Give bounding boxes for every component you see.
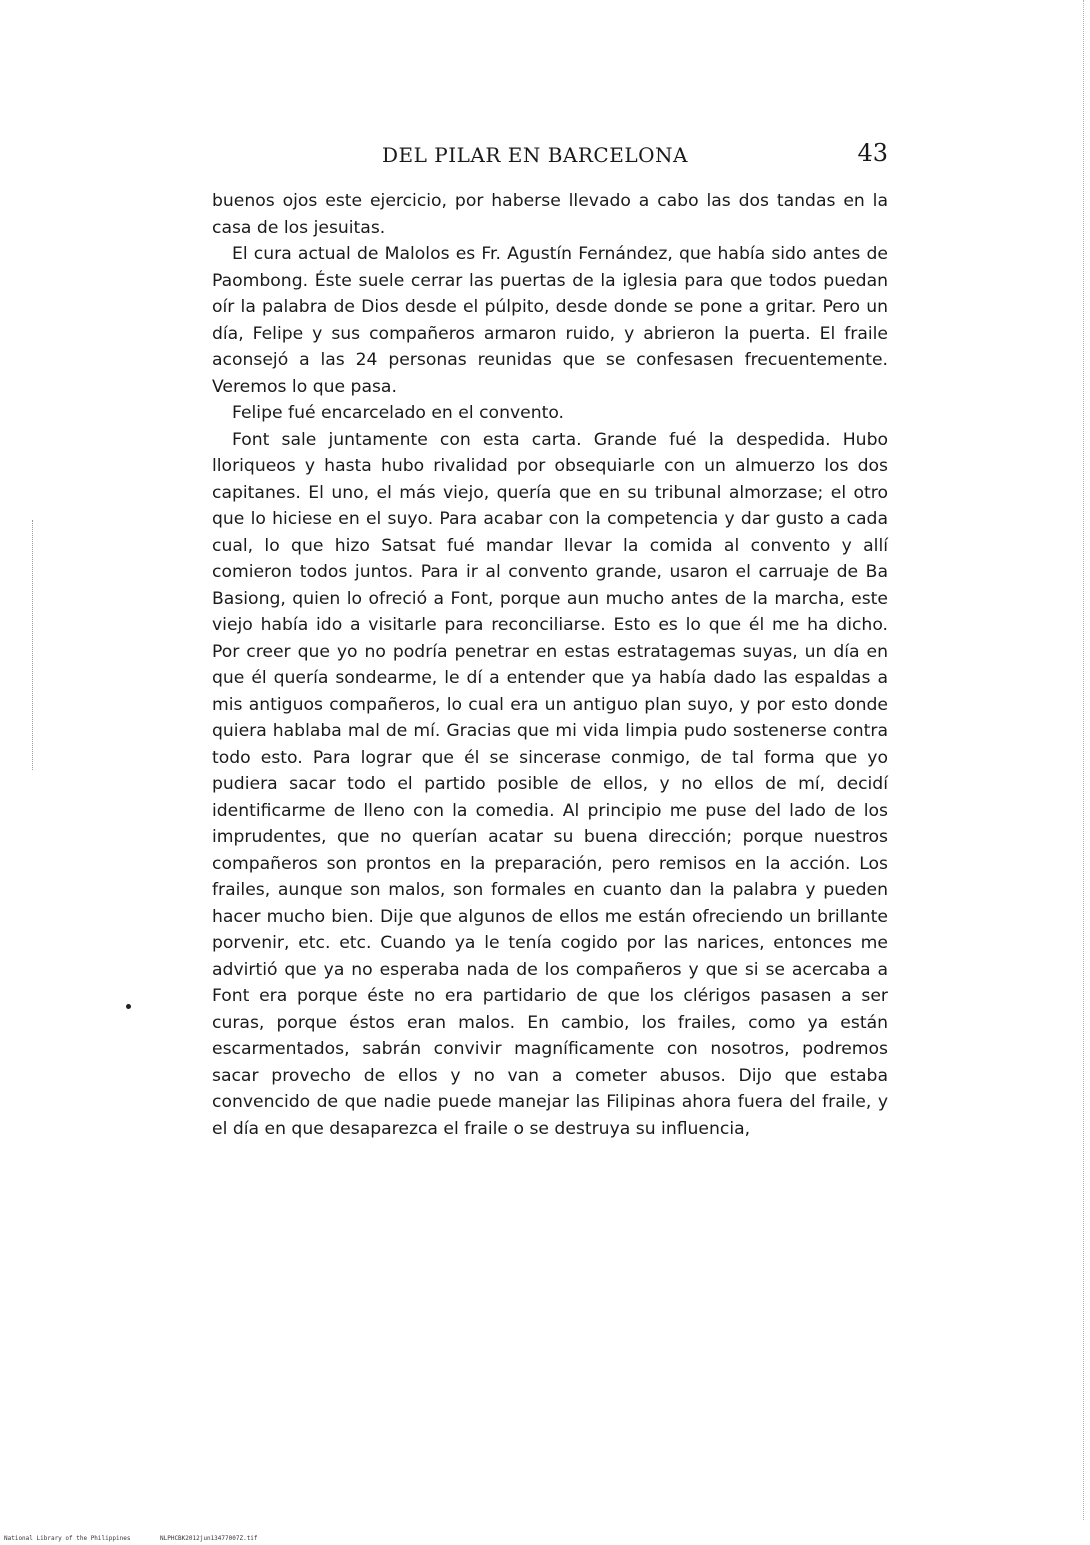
scan-artifact-left [32, 520, 39, 770]
running-title: DEL PILAR EN BARCELONA [382, 143, 688, 167]
page-header [212, 139, 888, 173]
page-number: 43 [857, 139, 888, 167]
body-text [212, 188, 888, 1142]
paragraph-malolos: El cura actual de Malolos es Fr. Agustín Fernández, que había sido antes de Paombong. Éste suele cerrar las puertas de la iglesia para que todos puedan oír la palabra de Dios desde el púlpito, desde donde se pone a gritar. Pero un día, Felipe y sus compañeros armaron ruido, y abrieron la puerta. El fraile aconsejó a las 24 personas reunidas que se confesasen frecuentemente. Veremos lo que pasa. [212, 244, 888, 397]
paragraph-felipe: Felipe fué encarcelado en el convento. [232, 403, 565, 423]
paragraph-continuation: buenos ojos este ejercicio, por haberse llevado a cabo las dos tandas en la casa de los jesuitas. [212, 191, 888, 238]
paragraph-font: Font sale juntamente con esta carta. Grande fué la despedida. Hubo lloriqueos y hasta hubo rivalidad por obsequiarle con un almuerzo los dos capitanes. El uno, el más viejo, quería que en su tribunal almorzase; el otro que lo hiciese en el suyo. Para acabar con la competencia y dar gusto a cada cual, lo que hizo Satsat fué mandar llevar la comida al convento y allí comieron todos juntos. Para ir al convento grande, usaron el carruaje de Ba Basiong, quien lo ofreció a Font, porque aun mucho antes de la marcha, este viejo había ido a visitarle para reconciliarse. Esto es lo que él me ha dicho. Por creer que yo no podría penetrar en estas estratagemas suyas, un día en que él quería sondearme, le dí a entender que ya había dado las espaldas a mis antiguos compañeros, lo cual era un antiguo plan suyo, y por esto donde quiera hablaba mal de mí. Gracias que mi vida limpia pudo sostenerse contra todo esto. Para lograr que él se sincerase conmigo, de tal forma que yo pudiera sacar todo el partido posible de ellos, y no ellos de mí, decidí identificarme de lleno con la comedia. Al principio me puse del lado de los imprudentes, que no querían acatar su buena dirección; porque nuestros compañeros son prontos en la preparación, pero remisos en la acción. Los frailes, aunque son malos, son formales en cuanto dan la palabra y pueden hacer mucho bien. Dije que algunos de ellos me están ofreciendo un brillante porvenir, etc. etc. Cuando ya le tenía cogido por las narices, entonces me advirtió que ya no esperaba nada de los compañeros y que si se acercaba a Font era porque éste no era partidario de que los clérigos pasasen a ser curas, porque éstos eran malos. En cambio, los frailes, como ya están escarmentados, sabrán convivir magníficamente con nosotros, podremos sacar provecho de ellos y no van a cometer abusos. Dijo que estaba convencido de que nadie puede manejar las Filipinas ahora fuera del fraile, y el día en que desaparezca el fraile o se destruya su influencia, [212, 429, 888, 1139]
margin-dot-mark [126, 1004, 131, 1009]
footer-library-label: National Library of the Philippines [4, 1535, 131, 1542]
scan-artifact-right-edge [1081, 0, 1084, 1520]
footer-file-label: NLPHCBK2012jun13477007Z.tif [160, 1535, 258, 1542]
